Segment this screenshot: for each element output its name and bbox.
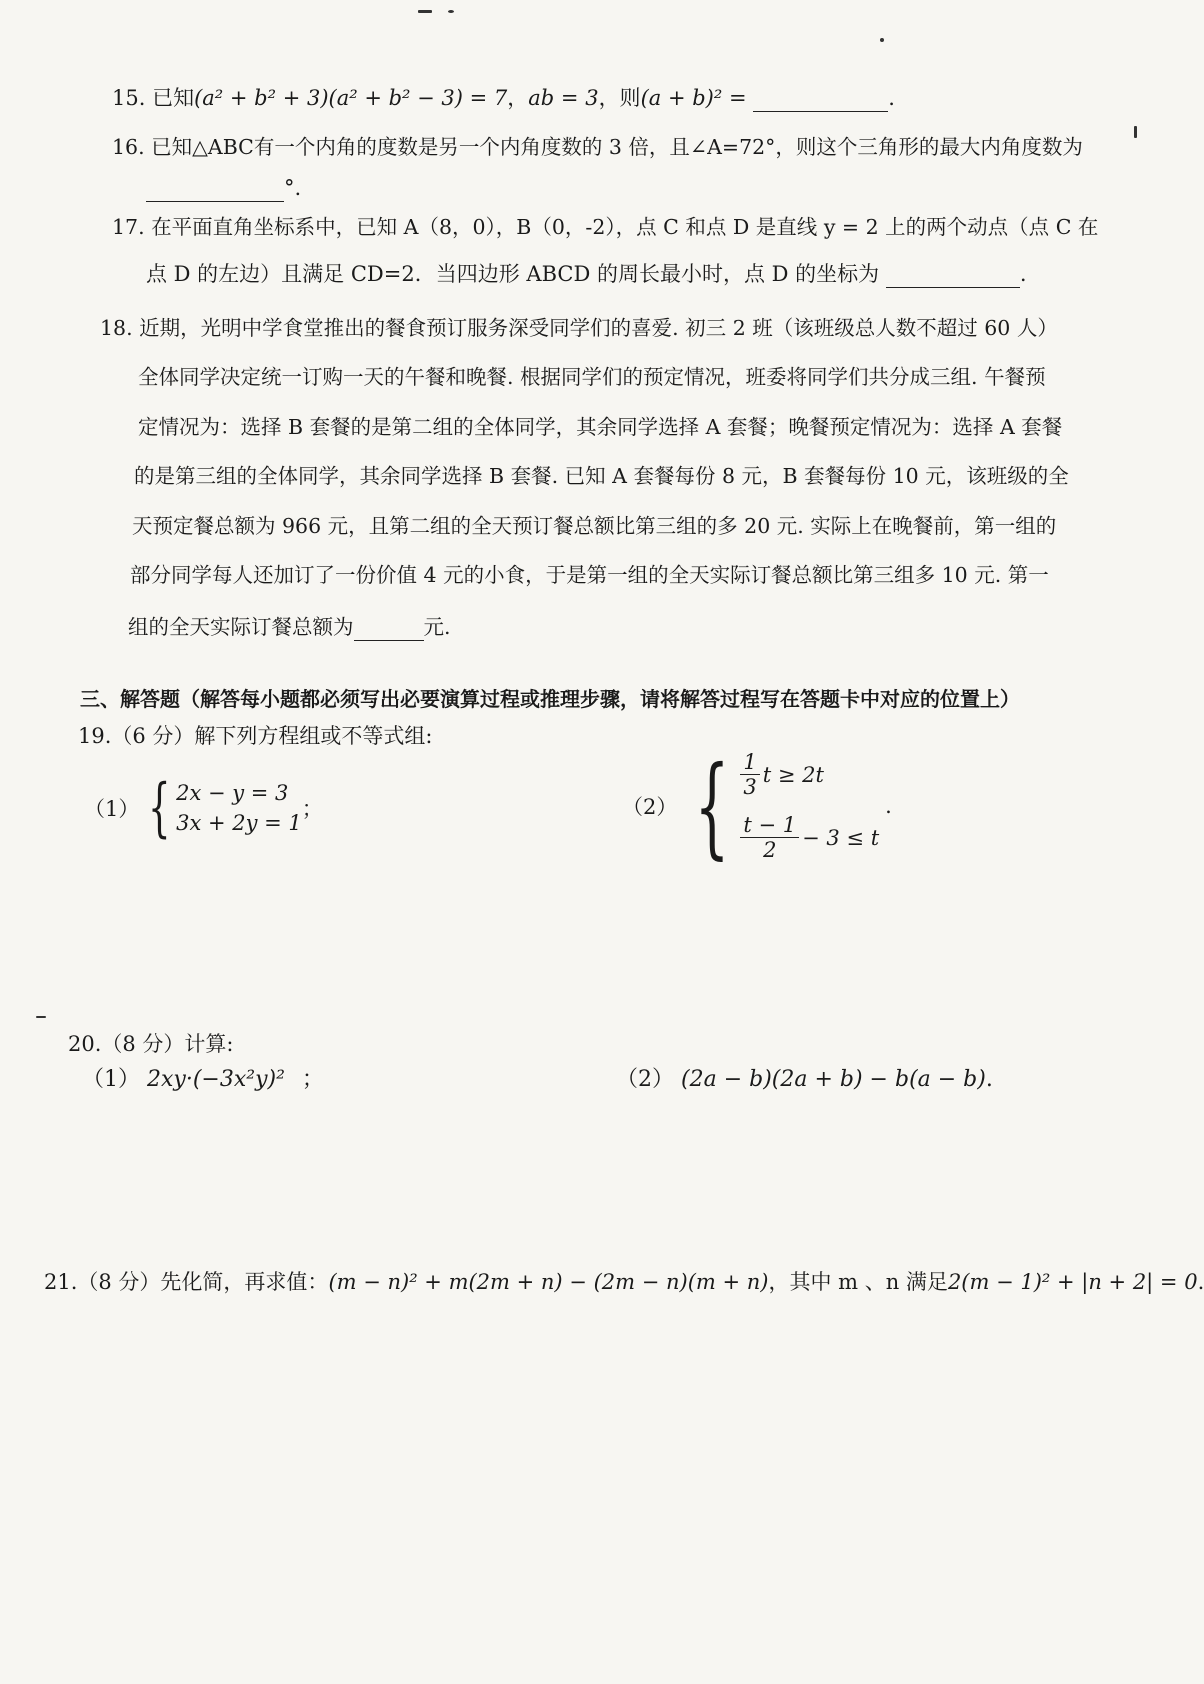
question-18-line: 组的全天实际订餐总额为 元. <box>128 615 451 639</box>
question-number: 18. <box>100 316 133 340</box>
question-text: 在平面直角坐标系中，已知 A（8，0），B（0，-2），点 C 和点 D 是直线 y = 2 上的两个动点（点 C 在 <box>151 215 1099 239</box>
question-21: 21.（8 分）先化简，再求值：(m − n)² + m(2m + n) − (2m − n)(m + n)，其中 m 、n 满足2(m − 1)² + |n + 2| = 0. <box>44 1270 1204 1294</box>
answer-blank <box>886 265 1020 288</box>
question-20: 20.（8 分）计算: <box>68 1032 234 1056</box>
scan-speck <box>880 38 884 42</box>
scan-speck <box>36 1016 46 1018</box>
math-expression: 2(m − 1)² + |n + 2| = 0 <box>947 1270 1198 1294</box>
equation-system <box>176 778 302 838</box>
question-18-line: 定情况为：选择 B 套餐的是第二组的全体同学，其余同学选择 A 套餐；晚餐预定情况为：选择 A 套餐 <box>138 415 1063 439</box>
question-18-line: 天预定餐总额为 966 元，且第二组的全天预订餐总额比第三组的多 20 元. 实际上在晚餐前，第一组的 <box>132 514 1057 538</box>
q20-part1: （1） 2xy·(−3x²y)² ； <box>82 1067 324 1092</box>
question-text: 已知 <box>152 86 195 110</box>
question-18-line: 全体同学决定统一订购一天的午餐和晚餐. 根据同学们的预定情况，班委将同学们共分成三组. 午餐预 <box>138 365 1046 389</box>
question-15: 15. 已知(a² + b² + 3)(a² + b² − 3) = 7，ab = 3，则(a + b)² = . <box>112 86 895 110</box>
question-19: 19.（6 分）解下列方程组或不等式组: <box>78 724 433 748</box>
equation: 2x − y = 3 <box>176 781 289 805</box>
left-brace: { <box>694 742 730 870</box>
q20-part2: （2） (2a − b)(2a + b) − b(a − b). <box>616 1067 993 1092</box>
inequality-system <box>737 750 879 862</box>
question-17-line2: 点 D 的左边）且满足 CD=2．当四边形 ABCD 的周长最小时，点 D 的坐标为 . <box>146 262 1027 286</box>
question-18-line: 的是第三组的全体同学，其余同学选择 B 套餐. 已知 A 套餐每份 8 元，B 套餐每份 10 元，该班级的全 <box>134 464 1069 488</box>
question-number: 17. <box>112 215 145 239</box>
scan-speck <box>418 10 432 13</box>
part-label: （1） <box>82 1067 140 1092</box>
q19-part2: （2） { $\frac{1}{3}$ t ≥ 2t $\frac{t - 1}{2}$ − 3 ≤ t . <box>622 742 892 870</box>
math-expression: (m − n)² + m(2m + n) − (2m − n)(m + n) <box>328 1270 769 1294</box>
question-18 <box>100 314 1058 342</box>
answer-blank <box>146 179 284 202</box>
scan-speck <box>1134 126 1137 138</box>
math-expression: (a + b)² = <box>640 86 747 110</box>
part-label: （2） <box>622 795 678 819</box>
scan-speck <box>448 10 454 13</box>
question-16-answer-line: °. <box>146 174 301 202</box>
question-17 <box>112 213 1098 241</box>
question-16 <box>112 133 1083 161</box>
question-text: 近期，光明中学食堂推出的餐食预订服务深受同学们的喜爱. 初三 2 班（该班级总人数不超过 60 人） <box>139 316 1058 340</box>
part-label: （2） <box>616 1067 674 1092</box>
equation: 3x + 2y = 1 <box>176 811 302 835</box>
question-18-line: 部分同学每人还加订了一份价值 4 元的小食，于是第一组的全天实际订餐总额比第三组多 10 元. 第一 <box>130 563 1049 587</box>
question-number: 15. <box>112 86 146 110</box>
answer-blank <box>753 89 888 112</box>
inequality: $\frac{t - 1}{2}$ − 3 ≤ t <box>737 813 879 862</box>
left-brace: { <box>148 771 171 845</box>
section-heading: 三、解答题（解答每小题都必须写出必要演算过程或推理步骤，请将解答过程写在答题卡中对应的位置上） <box>80 687 1020 711</box>
math-expression: ab = 3 <box>528 86 599 110</box>
math-expression: (2a − b)(2a + b) − b(a − b) <box>681 1067 986 1092</box>
question-text: 点 D 的左边）且满足 CD=2．当四边形 ABCD 的周长最小时，点 D 的坐标为 <box>146 262 880 286</box>
part-label: （1） <box>84 797 140 821</box>
question-number: 16. <box>112 135 145 159</box>
math-expression: (a² + b² + 3)(a² + b² − 3) = 7 <box>194 86 508 110</box>
inequality: $\frac{1}{3}$ t ≥ 2t <box>737 750 879 799</box>
math-expression: 2xy·(−3x²y)² <box>147 1067 285 1092</box>
question-text: 已知△ABC有一个内角的度数是另一个内角度数的 3 倍，且∠A=72°，则这个三角形的最大内角度数为 <box>151 135 1083 159</box>
q19-part1: （1） { 2x − y = 3 3x + 2y = 1 ； <box>84 771 323 845</box>
answer-blank <box>354 618 424 641</box>
